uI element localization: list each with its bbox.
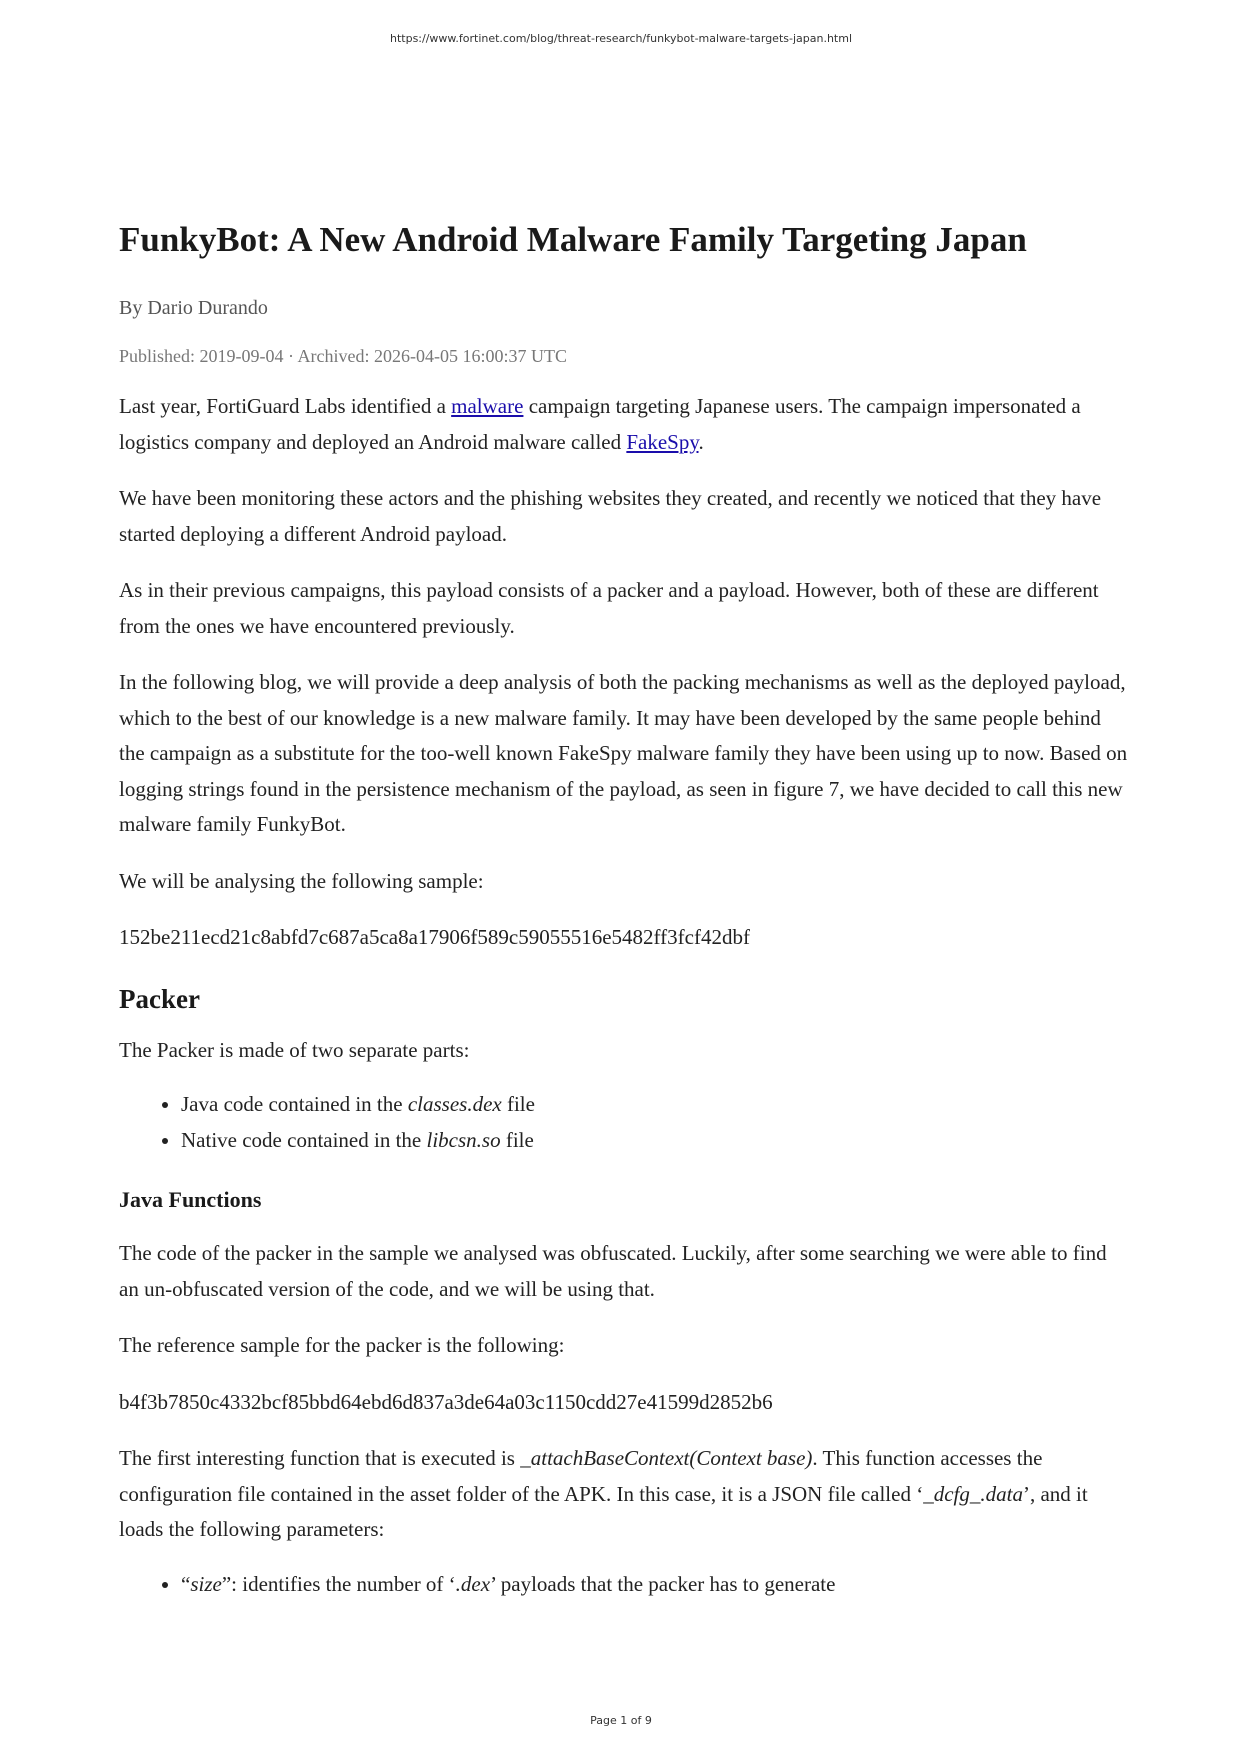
paragraph-intro (119, 389, 1129, 460)
paragraph-packer-parts: The Packer is made of two separate parts: (119, 1037, 470, 1062)
article-title: FunkyBot: A New Android Malware Family Targeting Japan (119, 220, 1027, 259)
list-item (181, 1087, 1129, 1123)
text-span: . This function accesses the configuration file contained in the asset folder of the APK. In this case, it is a JSON file called ‘ (119, 1446, 1043, 1506)
paragraph-obfuscation: The code of the packer in the sample we analysed was obfuscated. Luckily, after some searching we were able to find an un-obfuscated version of the code, and we will be using that. (119, 1241, 1107, 1301)
paragraph-previous-campaigns: As in their previous campaigns, this payload consists of a packer and a payload. However, both of these are different from the ones we have encountered previously. (119, 578, 1099, 638)
paragraph-monitoring: We have been monitoring these actors and the phishing websites they created, and recently we noticed that they have started deploying a different Android payload. (119, 486, 1102, 546)
paragraph-sample-intro: We will be analysing the following sample: (119, 868, 484, 893)
filename-text: classes.dex (407, 1092, 502, 1116)
text-span: file (500, 1127, 534, 1152)
text-span: Java code contained in the (181, 1092, 408, 1116)
article-dates: Published: 2019-09-04 · Archived: 2026-04-05 16:00:37 UTC (119, 346, 567, 366)
section-heading-java-functions: Java Functions (119, 1187, 262, 1212)
text-span: Native code contained in the (181, 1127, 427, 1152)
filename-text: libcsn.so (426, 1127, 501, 1152)
paragraph-reference-sample: The reference sample for the packer is the following: (119, 1333, 565, 1357)
reference-hash: b4f3b7850c4332bcf85bbd64ebd6d837a3de64a03c1150cdd27e41599d2852b6 (119, 1389, 773, 1414)
text-span: file (501, 1092, 535, 1116)
page-number-footer: Page 1 of 9 (590, 1714, 652, 1727)
text-span: “ (181, 1571, 191, 1596)
text-span: campaign targeting Japanese users. The campaign impersonated a logistics company and deployed an Android malware called (119, 394, 1081, 454)
text-span: ’ payloads that the packer has to generate (490, 1571, 836, 1596)
list-item (181, 1123, 1129, 1159)
paragraph-attach-base-context (119, 1441, 1129, 1548)
list-item (181, 1567, 1129, 1603)
text-span: ’, and it loads the following parameters: (119, 1481, 1088, 1541)
filename-text: _dcfg_.data (923, 1481, 1023, 1506)
article-body (119, 206, 1129, 1602)
text-span: Last year, FortiGuard Labs identified a (119, 394, 452, 418)
page-url-header: https://www.fortinet.com/blog/threat-research/funkybot-malware-targets-japan.html (389, 32, 852, 45)
extension-text: .dex (455, 1571, 491, 1596)
sample-hash: 152be211ecd21c8abfd7c687a5ca8a17906f589c59055516e5482ff3fcf42dbf (119, 925, 750, 949)
malware-link[interactable]: malware (451, 394, 524, 418)
fakespy-link[interactable]: FakeSpy (626, 429, 699, 454)
text-span: ”: identifies the number of ‘ (221, 1571, 456, 1596)
section-heading-packer: Packer (119, 983, 200, 1014)
parameter-name-text: size (190, 1571, 222, 1596)
article-byline: By Dario Durando (119, 297, 268, 319)
text-span: . (698, 429, 704, 454)
text-span: The first interesting function that is executed is (119, 1446, 521, 1470)
packer-parts-list (119, 1087, 1129, 1158)
config-parameters-list (119, 1567, 1129, 1603)
function-name-text: _attachBaseContext(Context base) (520, 1446, 813, 1470)
paragraph-analysis-overview: In the following blog, we will provide a deep analysis of both the packing mechanisms as well as the deployed payload, which to the best of our knowledge is a new malware family. It may have been developed by the same people behind the campaign as a substitute for the too-well known FakeSpy malware family they have been using up to now. Based on logging strings found in the persistence mechanism of the payload, as seen in figure 7, we have decided to call this new malware family FunkyBot. (119, 670, 1128, 836)
